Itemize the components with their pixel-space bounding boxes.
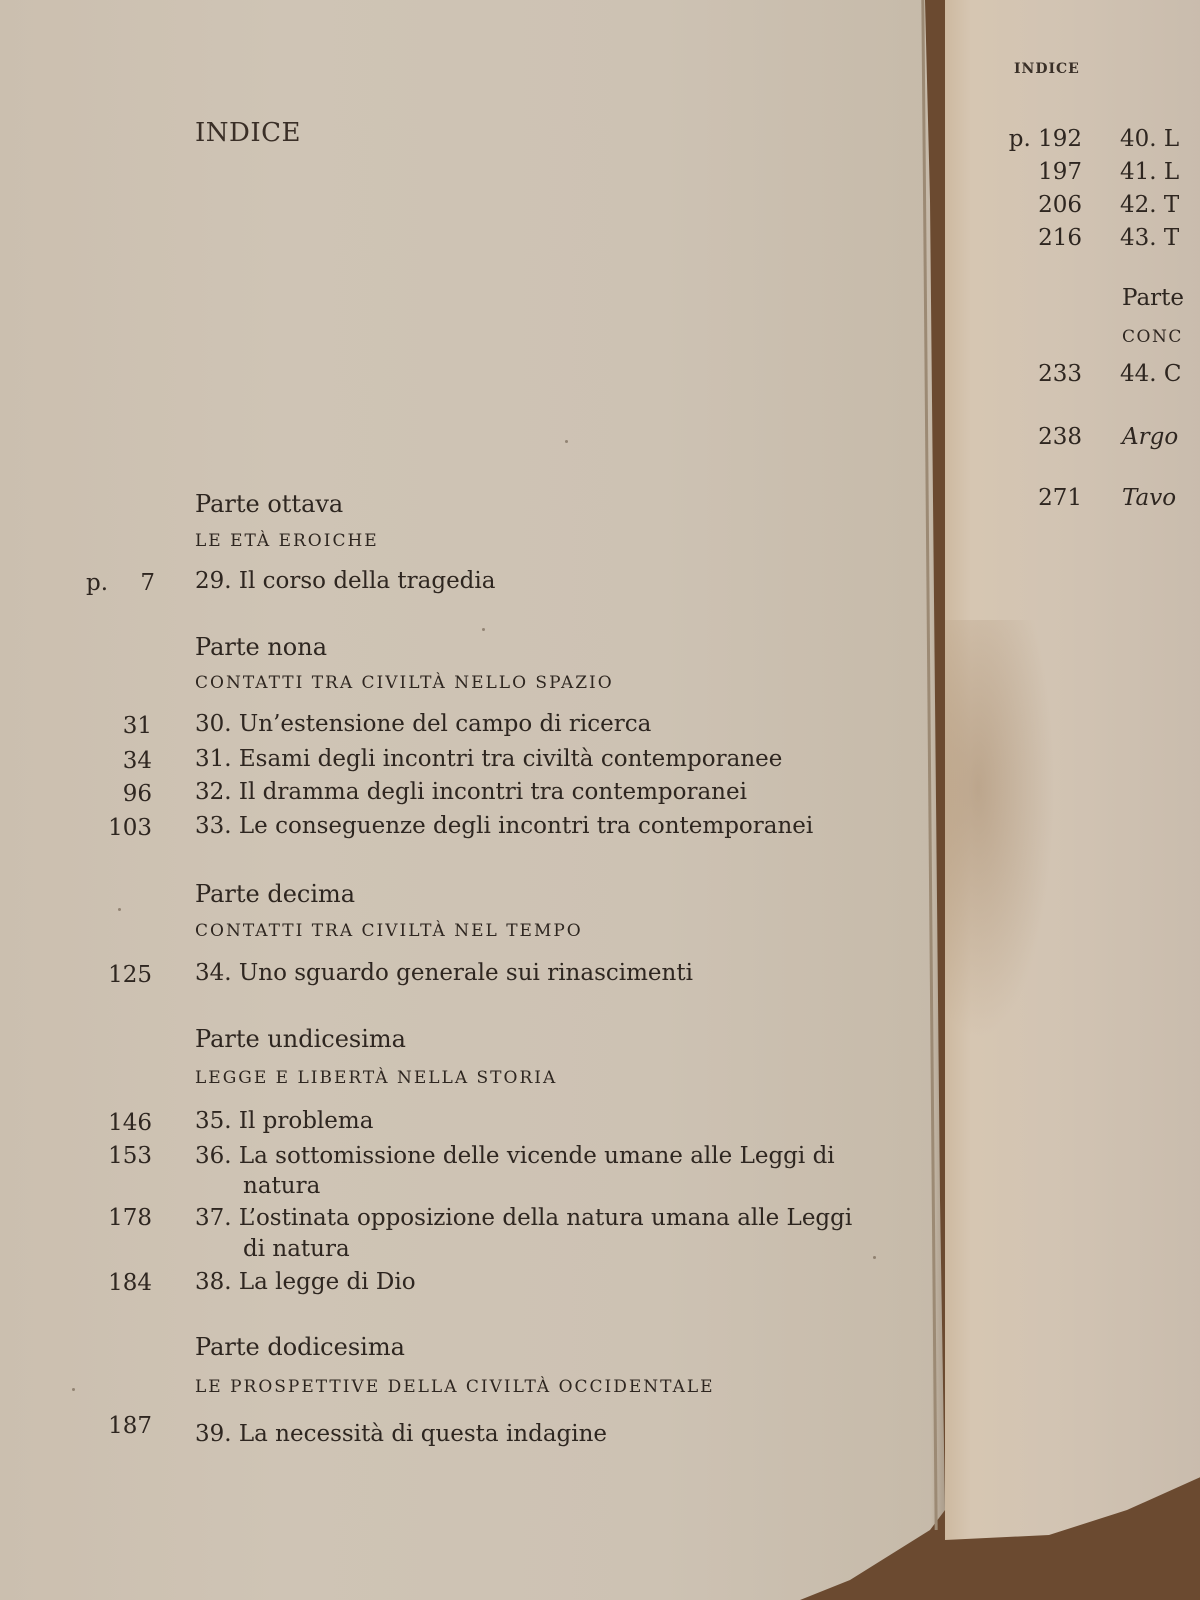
part-label: Parte undicesima <box>195 1025 406 1053</box>
entry-page: 34 <box>122 748 152 774</box>
right-entry-page: 197 <box>1038 159 1082 185</box>
part-label: Parte decima <box>195 880 356 908</box>
right-running-header: INDICE <box>1014 61 1080 77</box>
right-part-subtitle: CONC <box>1122 327 1183 347</box>
entry-page: 178 <box>108 1205 152 1231</box>
right-entry-text: 42. T <box>1120 192 1180 218</box>
entry-page: 153 <box>108 1143 152 1169</box>
entry-text: 39. La necessità di questa indagine <box>195 1421 608 1447</box>
right-entry-text: Argo <box>1122 424 1179 450</box>
right-entry-text: 44. C <box>1120 361 1182 387</box>
right-entry-text: Tavo <box>1122 485 1177 511</box>
part-label: Parte ottava <box>195 490 344 518</box>
paper-speck <box>873 1256 876 1259</box>
entry-page: 187 <box>108 1413 152 1439</box>
entry-text: 37. L’ostinata opposizione della natura umana alle Leggi <box>195 1205 853 1231</box>
entry-text-continuation: natura <box>243 1173 321 1199</box>
paper-speck <box>482 628 485 631</box>
entry-page: 184 <box>108 1270 152 1296</box>
paper-speck <box>72 1388 75 1391</box>
right-entry-page: p. 192 <box>1008 126 1082 152</box>
entry-text: 30. Un’estensione del campo di ricerca <box>195 711 652 737</box>
entry-text: 35. Il problema <box>195 1108 374 1134</box>
right-entry-page: 238 <box>1038 424 1082 450</box>
paper-speck <box>118 908 121 911</box>
entry-text: 36. La sottomissione delle vicende umane alle Leggi di <box>195 1143 835 1169</box>
part-subtitle: CONTATTI TRA CIVILTÀ NELLO SPAZIO <box>195 673 614 693</box>
right-entry-page: 271 <box>1038 485 1082 511</box>
entry-page: 7 <box>140 570 155 596</box>
entry-text: 31. Esami degli incontri tra civiltà contemporanee <box>195 746 783 772</box>
entry-page: 31 <box>122 713 152 739</box>
right-entry-text: 43. T <box>1120 225 1180 251</box>
entry-text: 29. Il corso della tragedia <box>195 568 496 594</box>
right-part-label: Parte <box>1122 285 1185 311</box>
entry-page: 146 <box>108 1110 152 1136</box>
page-title: INDICE <box>195 118 302 148</box>
part-subtitle: LE PROSPETTIVE DELLA CIVILTÀ OCCIDENTALE <box>195 1377 715 1397</box>
part-subtitle: CONTATTI TRA CIVILTÀ NEL TEMPO <box>195 921 583 941</box>
part-subtitle: LEGGE E LIBERTÀ NELLA STORIA <box>195 1068 558 1088</box>
part-label: Parte dodicesima <box>195 1333 405 1361</box>
part-subtitle: LE ETÀ EROICHE <box>195 531 379 551</box>
right-entry-page: 216 <box>1038 225 1082 251</box>
page-prefix: p. <box>86 570 109 596</box>
entry-text: 32. Il dramma degli incontri tra contemporanei <box>195 779 747 805</box>
entry-text: 33. Le conseguenze degli incontri tra contemporanei <box>195 813 814 839</box>
right-entry-text: 41. L <box>1120 159 1180 185</box>
entry-text: 34. Uno sguardo generale sui rinascimenti <box>195 960 693 986</box>
right-entry-text: 40. L <box>1120 126 1180 152</box>
entry-page: 103 <box>108 815 152 841</box>
right-entry-page: 233 <box>1038 361 1082 387</box>
right-entry-page: 206 <box>1038 192 1082 218</box>
entry-text: 38. La legge di Dio <box>195 1269 416 1295</box>
entry-page: 125 <box>108 962 152 988</box>
entry-page: 96 <box>122 781 152 807</box>
part-label: Parte nona <box>195 633 327 661</box>
paper-speck <box>565 440 568 443</box>
entry-text-continuation: di natura <box>243 1236 350 1262</box>
